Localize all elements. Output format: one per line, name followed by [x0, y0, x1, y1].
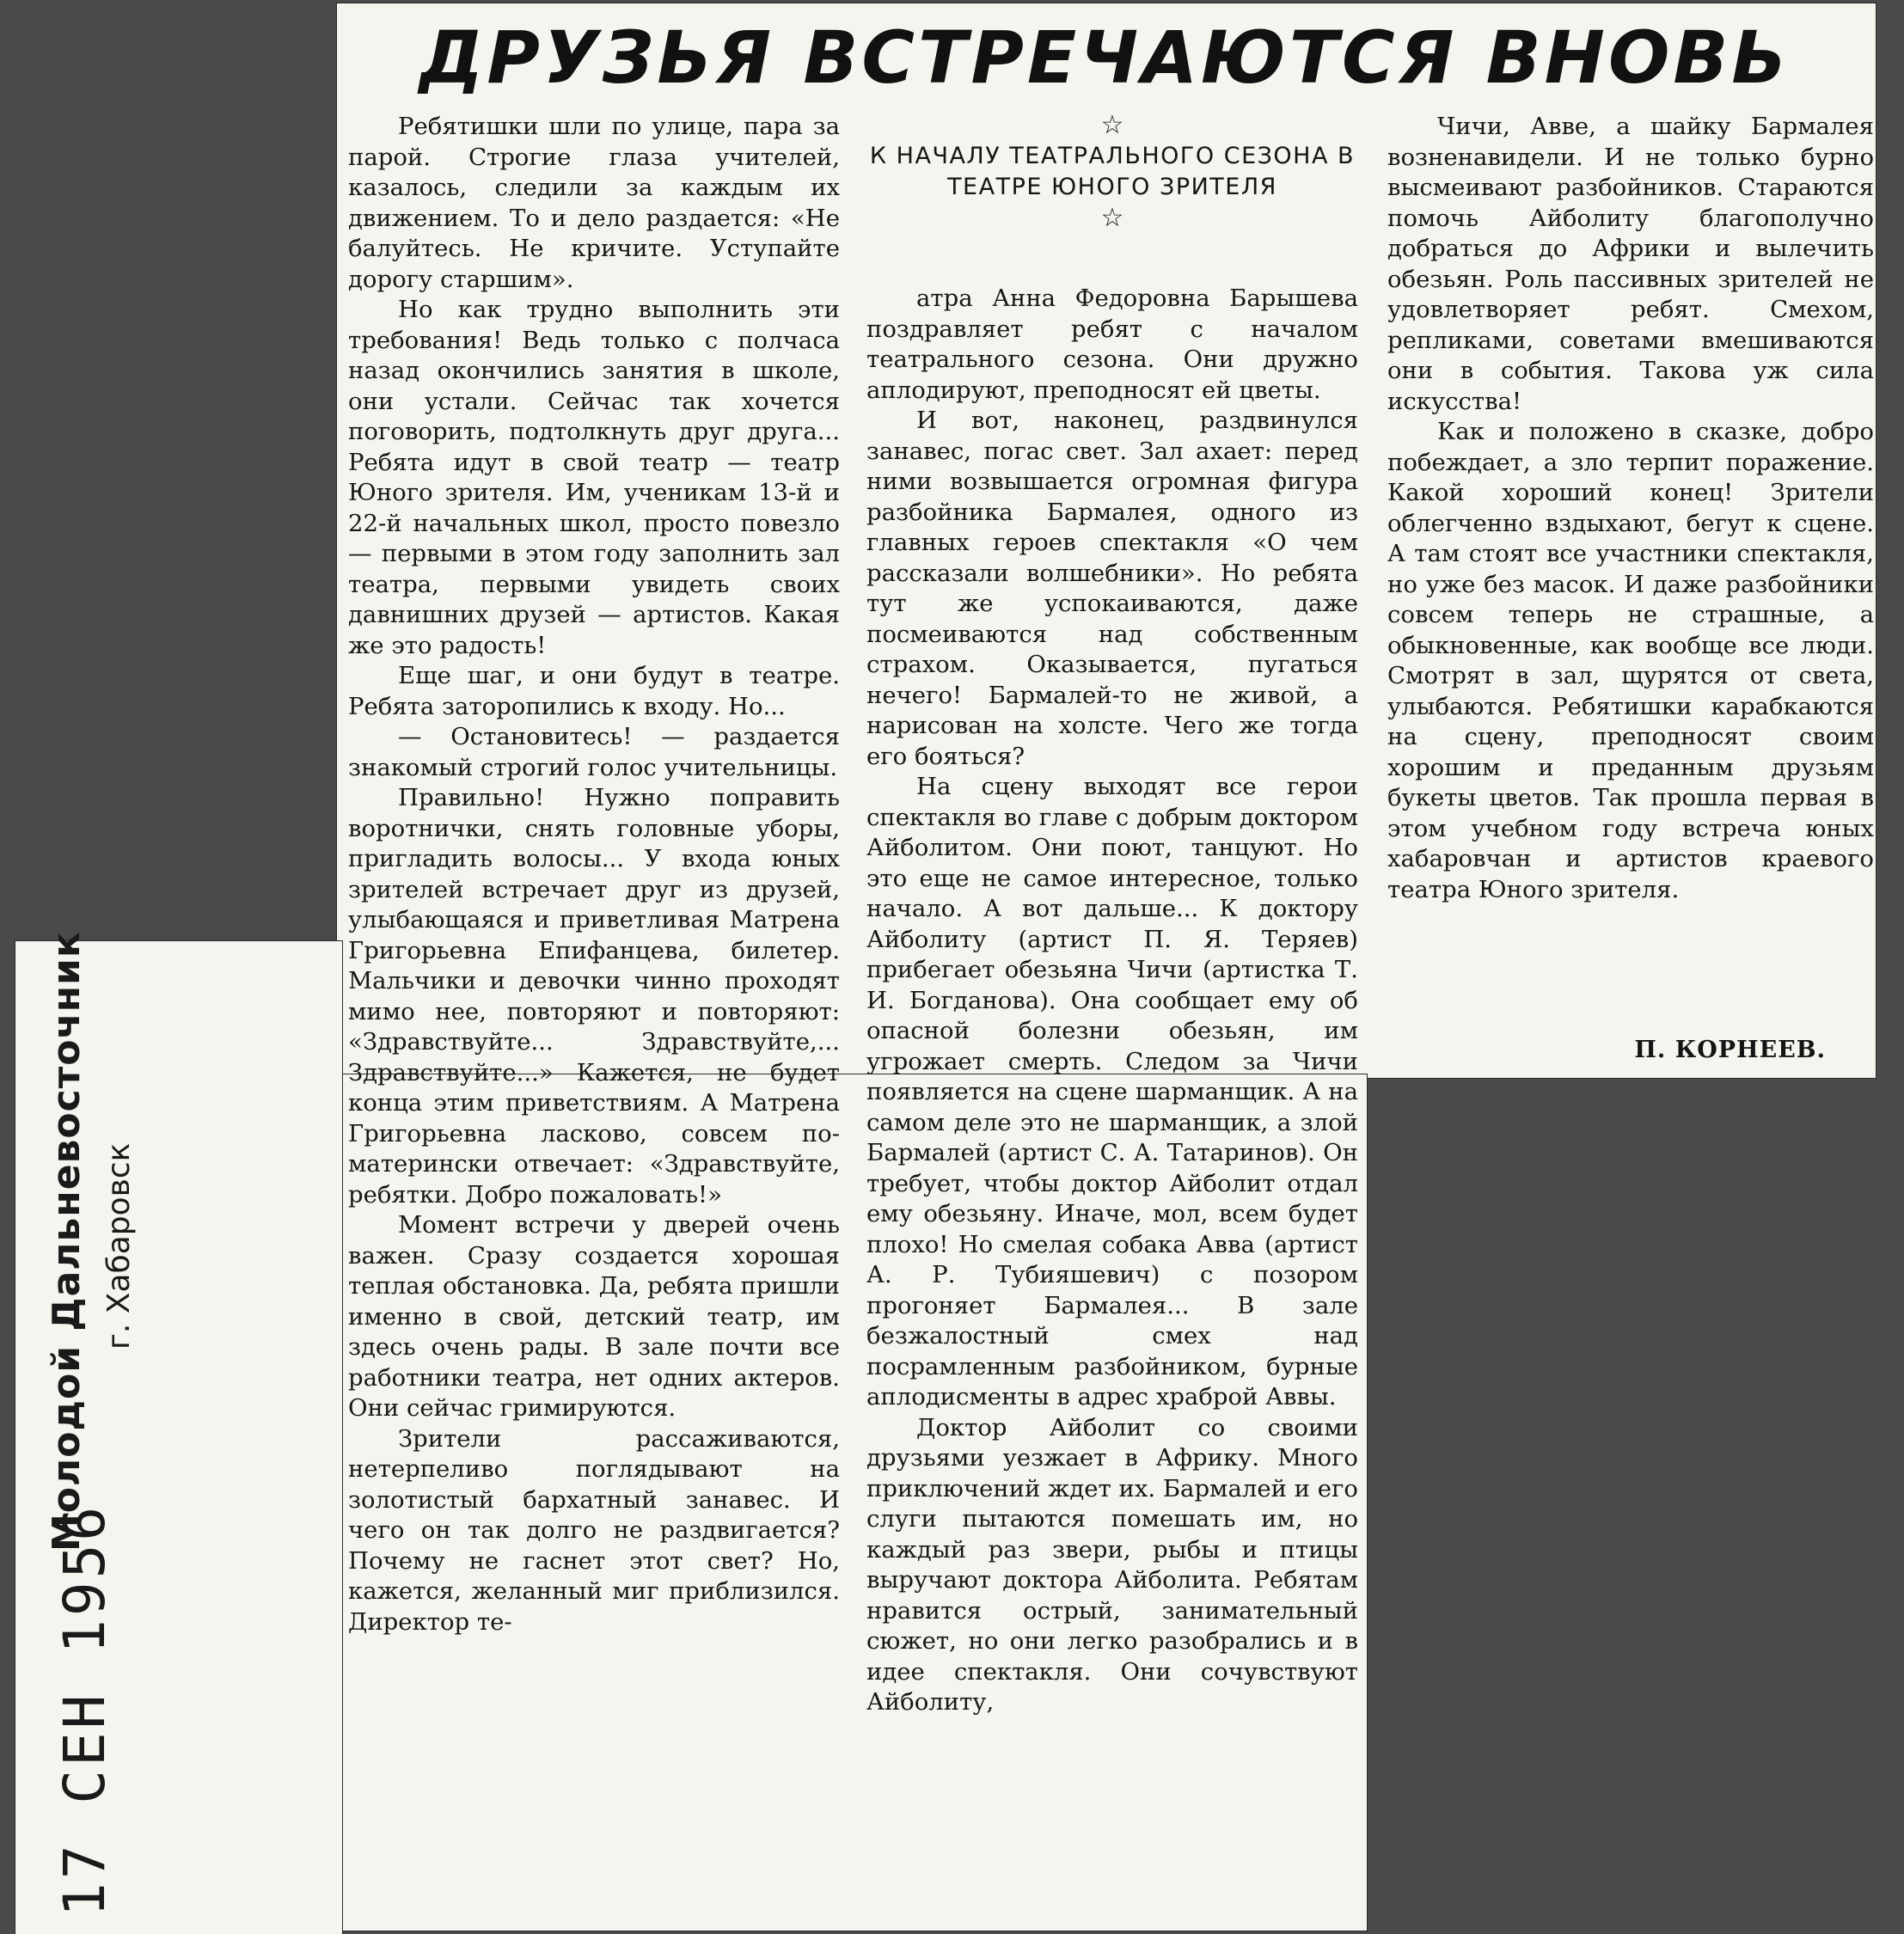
paragraph: Но как трудно выполнить эти требования! Ведь только с полчаса назад окончились занятия в школе, они устали. Сейчас так хочется поговорить, подтолкнуть друг друга... Ребята идут в свой театр — театр Юного зрителя. Им, ученикам 13-й и 22-й начальных школ, просто повезло — первыми в этом году заполнить зал театра, первыми увидеть своих давнишних друзей — артистов. Какая же это радость! — [348, 296, 840, 659]
date-stamp: 17 СЕН 1956 — [52, 1503, 118, 1917]
star-icon: ☆ — [1100, 203, 1124, 233]
rubric-box — [866, 110, 1358, 284]
paragraph: Правильно! Нужно поправить воротнички, снять головные уборы, пригладить волосы... У входа юных зрителей встречает друг из друзей, улыбающаяся и приветливая Матрена Григорьевна Епифанцева, билетер. Мальчики и девочки чинно проходят мимо нее, повторяют и повторяют: «Здравствуйте... Здравствуйте,... Здравствуйте...» Кажется, не будет конца этим приветствиям. А Матрена Григорьевна ласково, совсем по-матерински отвечает: «Здравствуйте, ребятки. Добро пожаловать!» — [348, 784, 840, 1209]
paragraph: И вот, наконец, раздвинулся занавес, погас свет. Зал ахает: перед ними возвышается огромная фигура разбойника Бармалея, одного из главных героев спектакля «О чем рассказали волшебники». Но ребята тут же успокаиваются, даже посмеиваются над собственным страхом. Оказывается, пугаться нечего! Бармалей-то не живой, а нарисован на холсте. Чего же тогда его бояться? — [866, 407, 1358, 770]
article-headline: ДРУЗЬЯ ВСТРЕЧАЮТСЯ ВНОВЬ — [419, 15, 1791, 100]
paragraph: атра Анна Федоровна Барышева поздравляет ребят с началом театрального сезона. Они дружно аплодируют, преподносят ей цветы. — [866, 285, 1358, 404]
paragraph: Еще шаг, и они будут в театре. Ребята заторопились к входу. Но... — [348, 662, 840, 720]
paragraph: Доктор Айболит со своими друзьями уезжает в Африку. Много приключений ждет их. Бармалей и его слуги пытаются помешать им, но каждый раз звери, рыбы и птицы выручают доктора Айболита. Ребятам нравится острый, занимательный сюжет, но они легко разобрались и в идее спектакля. Они сочувствуют Айболиту, — [866, 1413, 1358, 1716]
author-signature: П. КОРНЕЕВ. — [1634, 1037, 1826, 1063]
paragraph: На сцену выходят все герои спектакля во главе с добрым доктором Айболитом. Они поют, танцуют. Но это еще не самое интересное, только начало. А вот дальше... К доктору Айболиту (артист П. Я. Теряев) прибегает обезьяна Чичи (артистка Т. И. Богданова). Она сообщает ему об опасной болезни обезьян, им угрожает смерть. Следом за Чичи появляется на сцене шарманщик. А на самом деле это не шарманщик, а злой Бармалей (артист С. А. Татаринов). Он требует, чтобы доктор Айболит отдал ему обезьяну. Иначе, мол, всем будет плохо! Но смелая собака Авва (артист А. Р. Тубияшевич) с позором прогоняет Бармалея... В зале безжалостный смех над посрамленным разбойником, бурные аплодисменты в адрес храброй Аввы. — [866, 773, 1358, 1411]
rubric-text: К НАЧАЛУ ТЕАТРАЛЬНОГО СЕЗОНА В ТЕАТРЕ ЮНОГО ЗРИТЕЛЯ — [869, 143, 1356, 200]
paragraph: — Остановитесь! — раздается знакомый строгий голос учительницы. — [348, 723, 840, 781]
article-column-1 — [348, 112, 840, 1637]
paragraph: Чичи, Авве, а шайку Бармалея возненавидели. И не только бурно высмеивают разбойников. Стараются помочь Айболиту благополучно добраться до Африки и вылечить обезьян. Роль пассивных зрителей не удовлетворяет ребят. Смехом, репликами, советами вмешиваются они в события. Такова уж сила искусства! — [1387, 113, 1874, 415]
city-stamp: г. Хабаровск — [101, 1142, 137, 1350]
paragraph: Как и положено в сказке, добро побеждает, а зло терпит поражение. Какой хороший конец! Зрители облегченно вздыхают, бегут к сцене. А там стоят все участники спектакля, но уже без масок. И даже разбойники совсем теперь не страшные, а обыкновенные, как вообще все люди. Смотрят в зал, щурятся от света, улыбаются. Ребятишки карабкаются на сцену, преподносят своим хорошим и преданным друзьям букеты цветов. Так прошла первая в этом учебном году встреча юных хабаровчан и артистов краевого театра Юного зрителя. — [1387, 418, 1874, 903]
article-column-2 — [866, 284, 1358, 1718]
paragraph: Зрители рассаживаются, нетерпеливо поглядывают на золотистый бархатный занавес. И чего он так долго не раздвигается? Почему не гаснет этот свет? Но, кажется, желанный миг приблизился. Директор те- — [348, 1424, 840, 1636]
newspaper-name-stamp: Молодой Дальневосточник — [45, 931, 89, 1551]
star-icon: ☆ — [1100, 110, 1124, 140]
article-column-3 — [1387, 112, 1874, 905]
paragraph: Ребятишки шли по улице, пара за парой. Строгие глаза учителей, казалось, следили за каждым их движением. То и дело раздается: «Не балуйтесь. Не кричите. Уступайте дорогу старшим». — [348, 113, 840, 293]
paragraph: Момент встречи у дверей очень важен. Сразу создается хорошая теплая обстановка. Да, ребята пришли именно в свой, детский театр, им здесь очень рады. В зале почти все работники театра, нет одних актеров. Они сейчас гримируются. — [348, 1211, 840, 1422]
